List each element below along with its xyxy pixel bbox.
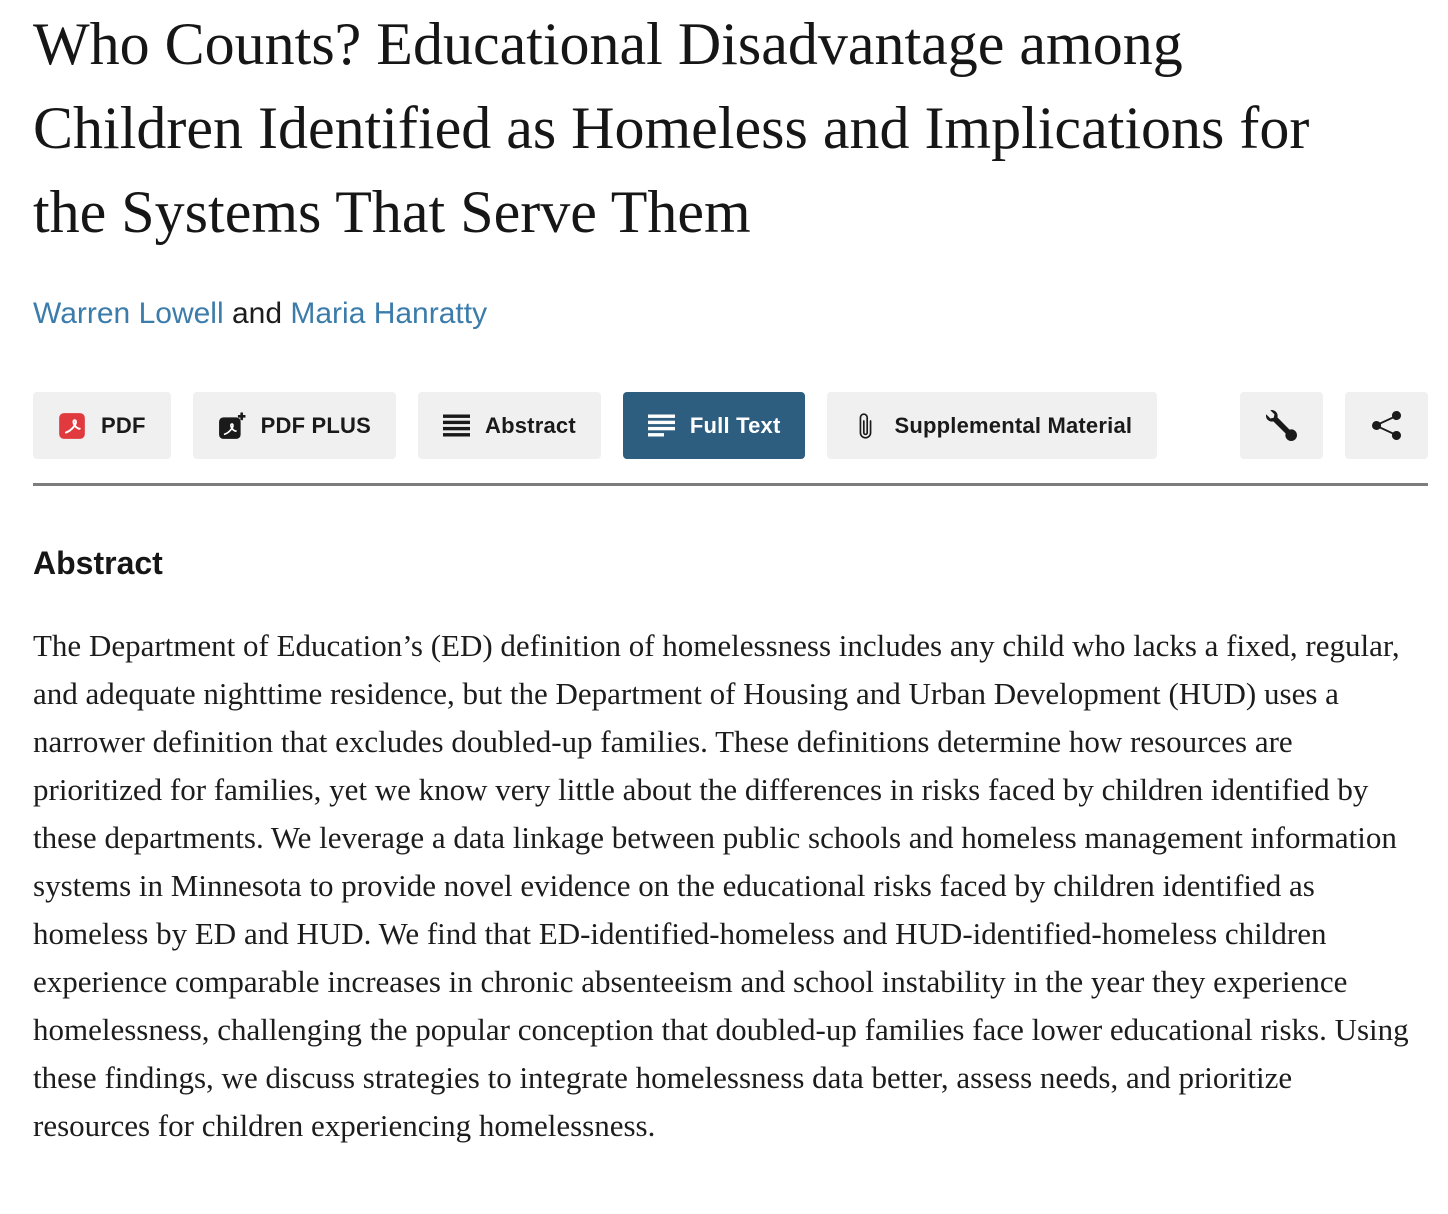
pdf-icon xyxy=(58,412,86,440)
tools-button[interactable] xyxy=(1240,392,1323,459)
abstract-section xyxy=(33,544,1428,1150)
pdf-plus-button-label: PDF PLUS xyxy=(260,412,371,438)
share-icon xyxy=(1372,411,1401,440)
pdf-button-label: PDF xyxy=(101,412,146,438)
author-list xyxy=(33,296,1428,332)
abstract-heading: Abstract xyxy=(33,545,163,581)
supplemental-material-button-label: Supplemental Material xyxy=(894,412,1133,438)
supplemental-material-button[interactable] xyxy=(827,392,1157,459)
abstract-text: The Department of Education’s (ED) definition of homelessness includes any child who lacks a fixed, regular, and adequate nighttime residence, but the Department of Housing and Urban Development (HUD) uses a narrower definition that excludes doubled-up families. These definitions determine how resources are prioritized for families, yet we know very little about the differences in risks faced by children identified by these departments. We leverage a data linkage between public schools and homeless management information systems in Minnesota to provide novel evidence on the educational risks faced by children identified as homeless by ED and HUD. We find that ED-identified-homeless and HUD-identified-homeless children experience comparable increases in chronic absenteeism and school instability in the year they experience homelessness, challenging the popular conception that doubled-up families face lower educational risks. Using these findings, we discuss strategies to integrate homelessness data better, assess needs, and prioritize resources for children experiencing homelessness. xyxy=(33,628,1409,1143)
author-separator: and xyxy=(223,297,291,330)
article-content xyxy=(33,0,1428,1150)
full-text-button-label: Full Text xyxy=(689,412,781,438)
pdf-plus-icon xyxy=(218,412,246,440)
author-link-warren-lowell[interactable]: Warren Lowell xyxy=(33,297,224,330)
full-text-button[interactable] xyxy=(623,392,806,459)
list-icon xyxy=(443,414,470,437)
pdf-plus-button[interactable] xyxy=(193,392,396,459)
wrench-icon xyxy=(1266,410,1297,441)
toolbar xyxy=(33,392,1428,459)
divider xyxy=(33,483,1428,486)
article-title: Who Counts? Educational Disadvantage among Children Identified as Homeless and Implications for the Systems That Serve Them xyxy=(33,11,1310,245)
share-button[interactable] xyxy=(1345,392,1428,459)
pdf-button[interactable] xyxy=(33,392,171,459)
abstract-button-label: Abstract xyxy=(485,412,576,438)
abstract-button[interactable] xyxy=(418,392,601,459)
author-link-maria-hanratty[interactable]: Maria Hanratty xyxy=(290,297,488,330)
paragraph-icon xyxy=(648,414,675,437)
paperclip-icon xyxy=(852,411,879,441)
